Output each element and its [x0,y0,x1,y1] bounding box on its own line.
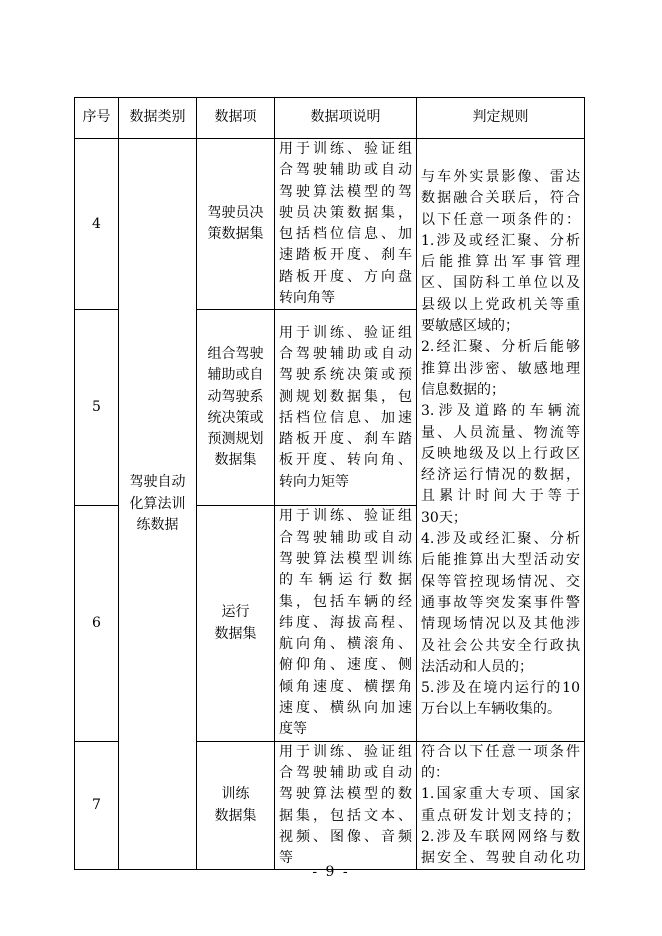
item-cell: 组合驾驶 辅助或自 动驾驶系 统决策或 预测规划 数据集 [197,310,275,506]
description-cell: 用于训练、验证组 合驾驶辅助或自动 驾驶算法模型的驾 驶员决策数据集， 包括档位信息、加 速踏板开度、刹车 踏板开度、方向盘 转向角等 [275,139,417,310]
rule-cell-b: 符合以下任意一项条件 的： 1.国家重大专项、国家 重点研发计划支持的； 2.涉及车联网网络与数 据安全、驾驶自动化功 [417,741,585,870]
row-serial: 6 [75,506,119,741]
row-serial: 4 [75,139,119,310]
header-description: 数据项说明 [275,98,417,139]
header-item: 数据项 [197,98,275,139]
page-number: - 9 - [312,864,350,880]
description-cell: 用于训练、验证组 合驾驶辅助或自动 驾驶算法模型的数 据集，包括文本、 视频、图像、音频 等 [275,741,417,870]
description-cell: 用于训练、验证组 合驾驶辅助或自动 驾驶算法模型训练 的车辆运行数据 集，包括车辆的经 纬度、海拔高程、 航向角、横滚角、 俯仰角、速度、侧 倾角速度、横摆角 速度、横纵向加速 度等 [275,506,417,741]
row-serial: 7 [75,741,119,870]
header-category: 数据类别 [119,98,197,139]
data-table [74,97,585,870]
row-serial: 5 [75,310,119,506]
item-cell: 运行 数据集 [197,506,275,741]
rule-cell-a: 与车外实景影像、雷达 数据融合关联后，符合 以下任意一项条件的： 1.涉及或经汇聚、分析 后能推算出军事管理 区、国防科工单位以及 县级以上党政机关等重 要敏感区域的； 2.经汇聚、分析后能够 推算出涉密、敏感地理 信息数据的； 3.涉及道路的车辆流 量、人员流量、物流等 反映地级及以上行政区 经济运行情况的数据， 且累计时间大于等于 30天； 4.涉及或经汇聚、分析 后能推算出大型活动安 保等管控现场情况、交 通事故等突发案事件警 情现场情况以及其他涉 及社会公共安全行政执 法活动和人员的； 5.涉及在境内运行的10 万台以上车辆收集的。 [417,139,585,742]
header-rule: 判定规则 [417,98,585,139]
item-cell: 训练 数据集 [197,741,275,870]
item-cell: 驾驶员决 策数据集 [197,139,275,310]
table-row [75,139,585,310]
table-header-row [75,98,585,139]
description-cell: 用于训练、验证组 合驾驶辅助或自动 驾驶系统决策或预 测规划数据集，包 括档位信息、加速 踏板开度、刹车踏 板开度、转向角、 转向力矩等 [275,310,417,506]
header-serial: 序号 [75,98,119,139]
category-cell: 驾驶自动 化算法训 练数据 [119,139,197,870]
